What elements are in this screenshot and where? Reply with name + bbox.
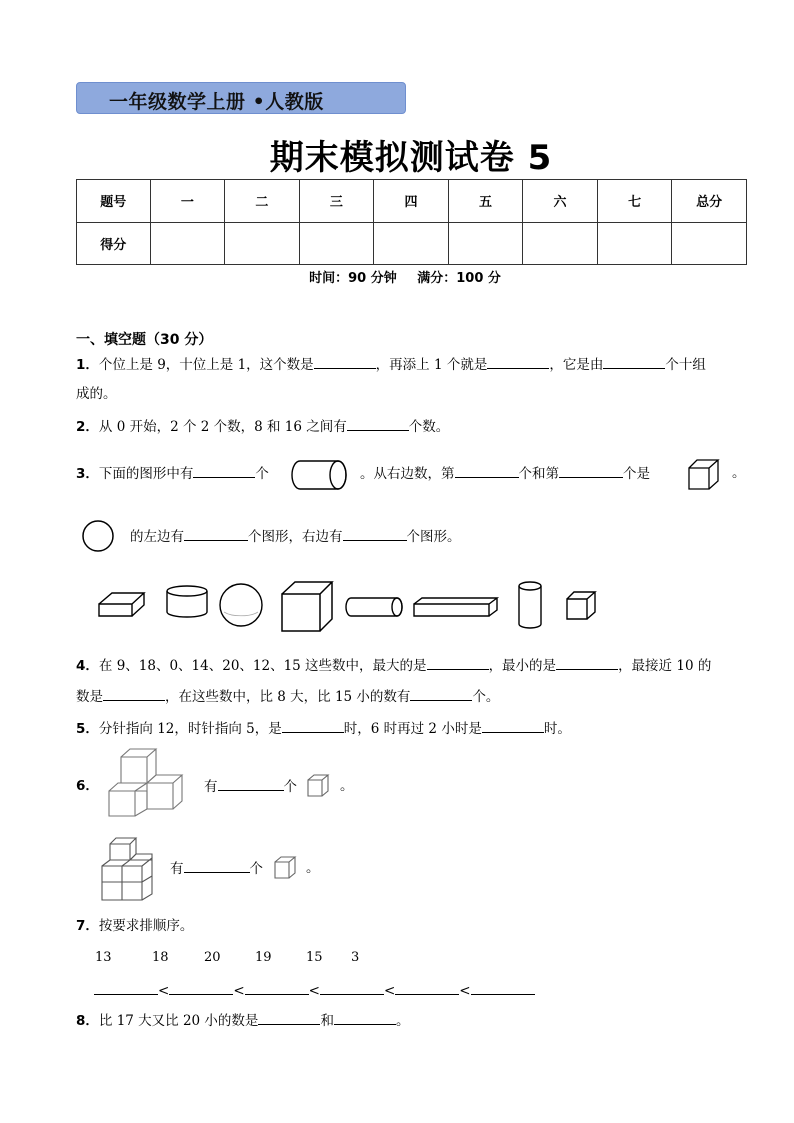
score-cell: 五: [448, 180, 523, 223]
answer-blank[interactable]: [559, 463, 623, 478]
answer-blank[interactable]: [94, 980, 158, 995]
answer-blank[interactable]: [184, 858, 250, 873]
question-8: [76, 1010, 409, 1031]
answer-blank[interactable]: [471, 980, 535, 995]
question-text: 有: [170, 861, 184, 877]
cuboid-flat-icon: [98, 590, 146, 618]
question-text: 数是: [76, 689, 103, 705]
question-text: 按要求排顺序。: [98, 918, 194, 934]
q7-number: 18: [152, 950, 169, 965]
question-5: [76, 718, 571, 739]
question-text: ，它是由: [549, 357, 604, 373]
question-6-a-end: 。: [340, 778, 354, 794]
question-text: 下面的图形中有: [98, 466, 194, 482]
question-text: 时。: [543, 721, 571, 737]
score-input-cell[interactable]: [150, 222, 225, 265]
answer-blank[interactable]: [556, 655, 618, 670]
score-cell: 三: [299, 180, 374, 223]
page-title: 期末模拟测试卷 5: [269, 138, 553, 178]
answer-blank[interactable]: [482, 718, 544, 733]
question-7: [76, 916, 193, 936]
question-text: ，最小的是: [488, 658, 557, 674]
q7-number: 15: [306, 950, 323, 965]
question-1-continued: 成的。: [76, 386, 117, 402]
small-cube-icon: [306, 773, 330, 799]
question-text: 个位上是 9，十位上是 1，这个数是: [98, 357, 314, 373]
question-6-b: [170, 858, 263, 879]
less-than-sign: <: [233, 983, 245, 999]
question-number: 1．: [76, 357, 99, 373]
question-text: 的左边有: [130, 529, 184, 545]
question-text: 个: [249, 861, 263, 877]
cylinder-short-icon: [165, 585, 209, 619]
question-text: 有: [204, 779, 218, 795]
less-than-sign: <: [383, 983, 396, 999]
grade-tag-text: 一年级数学上册 •人教版: [109, 91, 324, 113]
answer-blank[interactable]: [343, 526, 407, 541]
answer-blank[interactable]: [314, 354, 376, 369]
score-table: [76, 179, 747, 265]
answer-blank[interactable]: [410, 686, 472, 701]
cylinder-tall-icon: [517, 580, 545, 630]
score-input-cell[interactable]: [225, 222, 300, 265]
question-4-continued: [76, 686, 499, 707]
question-number: 7．: [76, 918, 99, 934]
sphere-icon: [218, 582, 264, 628]
score-input-cell[interactable]: [448, 222, 523, 265]
question-text: 个图形。: [406, 529, 461, 545]
question-text: ，在这些数中，比 8 大，比 15 小的数有: [165, 689, 411, 705]
question-text: 在 9、18、0、14、20、12、15 这些数中，最大的是: [98, 658, 427, 674]
question-1: [76, 354, 706, 375]
question-6-number: [76, 776, 99, 796]
answer-blank[interactable]: [487, 354, 549, 369]
score-cell: 总分: [672, 180, 747, 223]
question-text: 分针指向 12，时针指向 5，是: [98, 721, 282, 737]
score-table-score-row: [77, 222, 747, 265]
small-cube-icon: [273, 855, 297, 881]
question-text: 个是: [623, 466, 650, 482]
answer-blank[interactable]: [193, 463, 255, 478]
score-cell: 四: [374, 180, 449, 223]
less-than-sign: <: [308, 983, 320, 999]
question-text: 个。: [472, 689, 500, 705]
score-input-cell[interactable]: [672, 222, 747, 265]
question-3-part2: [360, 463, 650, 484]
question-4: [76, 655, 711, 676]
question-number: 6．: [76, 778, 99, 794]
question-number: 3．: [76, 466, 99, 482]
answer-blank[interactable]: [169, 980, 233, 995]
answer-blank[interactable]: [427, 655, 489, 670]
question-text: 。从右边数，第: [360, 466, 455, 482]
question-text: 和: [320, 1013, 334, 1029]
exam-time: 时间：90 分钟: [309, 271, 397, 286]
cylinder-long-icon: [345, 595, 405, 619]
exam-full-score: 满分：100 分: [417, 271, 501, 286]
question-6-b-end: 。: [306, 860, 320, 876]
less-than-sign: <: [459, 983, 471, 999]
question-6-a: [204, 776, 297, 797]
question-text: 个和第: [518, 466, 559, 482]
answer-blank[interactable]: [455, 463, 519, 478]
question-number: 8．: [76, 1013, 99, 1029]
question-text: 个: [283, 779, 297, 795]
answer-blank[interactable]: [334, 1010, 396, 1025]
score-cell: 七: [597, 180, 672, 223]
score-cell: 二: [225, 180, 300, 223]
question-3: [76, 463, 269, 484]
answer-blank[interactable]: [184, 526, 248, 541]
question-text: 个十组: [665, 357, 706, 373]
cylinder-horizontal-icon: [290, 459, 348, 491]
cube-small-icon: [566, 591, 598, 621]
question-text: 比 17 大又比 20 小的数是: [98, 1013, 259, 1029]
question-text: ，最接近 10 的: [618, 658, 712, 674]
cuboid-long-icon: [413, 596, 499, 618]
question-text: 时，6 时再过 2 小时是: [343, 721, 482, 737]
score-input-cell[interactable]: [299, 222, 374, 265]
answer-blank[interactable]: [218, 776, 284, 791]
question-2: [76, 416, 449, 437]
stacked-cubes-2-icon: [100, 836, 162, 904]
score-input-cell[interactable]: [523, 222, 598, 265]
answer-blank[interactable]: [103, 686, 165, 701]
stacked-cubes-icon: [106, 746, 190, 818]
question-text: 个图形，右边有: [248, 529, 343, 545]
score-input-cell[interactable]: [597, 222, 672, 265]
answer-blank[interactable]: [347, 416, 409, 431]
q7-number: 19: [255, 950, 272, 965]
cube-icon: [688, 459, 720, 491]
score-cell: 题号: [77, 180, 151, 223]
answer-blank[interactable]: [603, 354, 665, 369]
exam-info: [0, 267, 794, 286]
section-title: 一、填空题（30 分）: [76, 332, 213, 348]
answer-blank[interactable]: [320, 980, 384, 995]
question-text: 从 0 开始，2 个 2 个数，8 和 16 之间有: [98, 419, 347, 435]
answer-blank[interactable]: [395, 980, 459, 995]
cube-large-icon: [280, 580, 334, 634]
answer-blank[interactable]: [282, 718, 344, 733]
q7-number: 3: [351, 950, 360, 965]
question-3-end: 。: [732, 465, 746, 481]
question-text: 个: [255, 466, 269, 482]
q7-number: 13: [95, 950, 112, 965]
score-table-header-row: [77, 180, 747, 223]
question-number: 5．: [76, 721, 99, 737]
answer-blank[interactable]: [245, 980, 309, 995]
grade-tag: [76, 82, 406, 114]
q7-number: 20: [204, 950, 221, 965]
answer-blank[interactable]: [258, 1010, 320, 1025]
question-text: 。: [395, 1013, 410, 1029]
q7-order-line: [94, 980, 535, 1001]
question-3-line2: [130, 526, 461, 547]
score-row-label: 得分: [77, 222, 151, 265]
question-text: ，再添上 1 个就是: [375, 357, 488, 373]
score-cell: 一: [150, 180, 225, 223]
score-cell: 六: [523, 180, 598, 223]
question-number: 4．: [76, 658, 99, 674]
score-input-cell[interactable]: [374, 222, 449, 265]
less-than-sign: <: [158, 983, 170, 999]
question-text: 个数。: [408, 419, 450, 435]
question-number: 2．: [76, 419, 99, 435]
sphere-icon: [82, 520, 116, 554]
